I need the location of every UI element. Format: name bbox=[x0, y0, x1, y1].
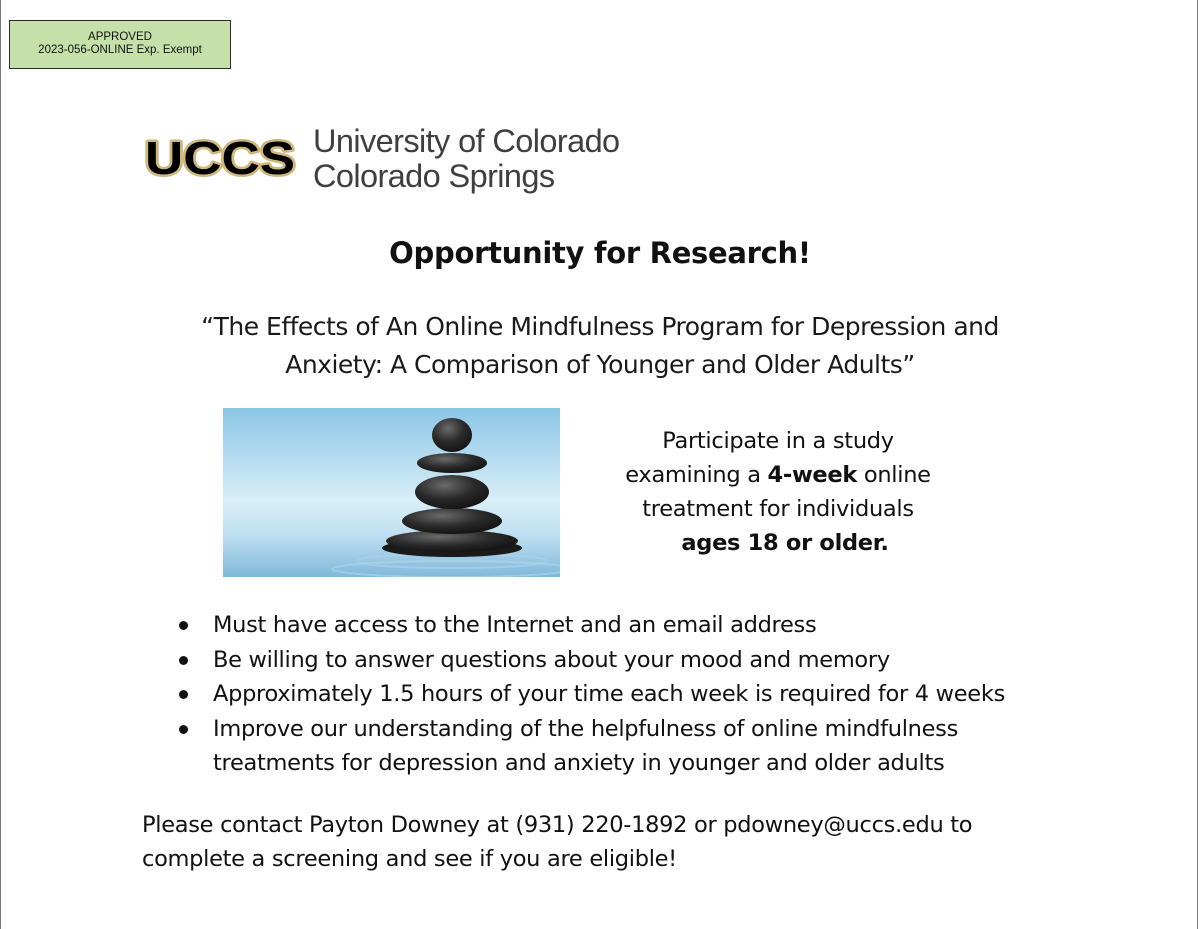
university-name-line-2: Colorado Springs bbox=[313, 158, 555, 194]
list-item-text: Must have access to the Internet and an email address bbox=[213, 612, 817, 638]
uccs-logo bbox=[142, 124, 662, 204]
bullet-icon bbox=[179, 621, 188, 630]
bullet-icon bbox=[179, 690, 188, 699]
contact-line-2: complete a screening and see if you are eligible! bbox=[142, 846, 677, 872]
page-heading: Opportunity for Research! bbox=[389, 236, 811, 270]
age-requirement-emphasis: ages 18 or older. bbox=[681, 530, 889, 556]
study-description-line-2 bbox=[608, 458, 948, 492]
university-name-line-1: University of Colorado bbox=[313, 123, 620, 159]
list-item bbox=[172, 608, 1072, 643]
study-description-line-4 bbox=[608, 526, 948, 560]
list-item-text: Improve our understanding of the helpfulness of online mindfulness bbox=[213, 715, 959, 742]
stacked-stones-image bbox=[223, 408, 560, 577]
uccs-wordmark-icon bbox=[142, 136, 298, 182]
list-item bbox=[172, 712, 1072, 781]
study-title-line-2: Anxiety: A Comparison of Younger and Older Adults” bbox=[285, 350, 915, 379]
list-item-text: treatments for depression and anxiety in younger and older adults bbox=[213, 750, 945, 776]
study-description-line-3: treatment for individuals bbox=[642, 496, 914, 522]
description-text: online bbox=[857, 462, 931, 488]
study-description bbox=[608, 424, 948, 560]
list-item bbox=[172, 677, 1072, 712]
approval-stamp bbox=[9, 20, 231, 69]
list-item-text: Approximately 1.5 hours of your time each week is required for 4 weeks bbox=[213, 681, 1005, 707]
stamp-line-2: 2023-056-ONLINE Exp. Exempt bbox=[38, 44, 202, 56]
duration-emphasis: 4-week bbox=[767, 462, 858, 488]
description-text: examining a bbox=[625, 462, 768, 488]
contact-info bbox=[142, 808, 1042, 876]
stamp-line-1: APPROVED bbox=[88, 31, 152, 43]
university-name bbox=[313, 124, 620, 194]
contact-line-1: Please contact Payton Downey at (931) 220-1892 or pdowney@uccs.edu to bbox=[142, 812, 973, 838]
uccs-wordmark-text: UCCS bbox=[145, 136, 295, 182]
study-description-line-1: Participate in a study bbox=[662, 428, 894, 454]
study-title-line-1: “The Effects of An Online Mindfulness Program for Depression and bbox=[201, 312, 999, 341]
list-item-text: Be willing to answer questions about your mood and memory bbox=[213, 646, 890, 673]
study-title bbox=[150, 308, 1050, 384]
list-item bbox=[172, 643, 1072, 678]
eligibility-list bbox=[172, 608, 1072, 781]
stacked-stones-icon bbox=[223, 408, 560, 577]
bullet-icon bbox=[179, 725, 188, 734]
bullet-icon bbox=[179, 656, 188, 665]
